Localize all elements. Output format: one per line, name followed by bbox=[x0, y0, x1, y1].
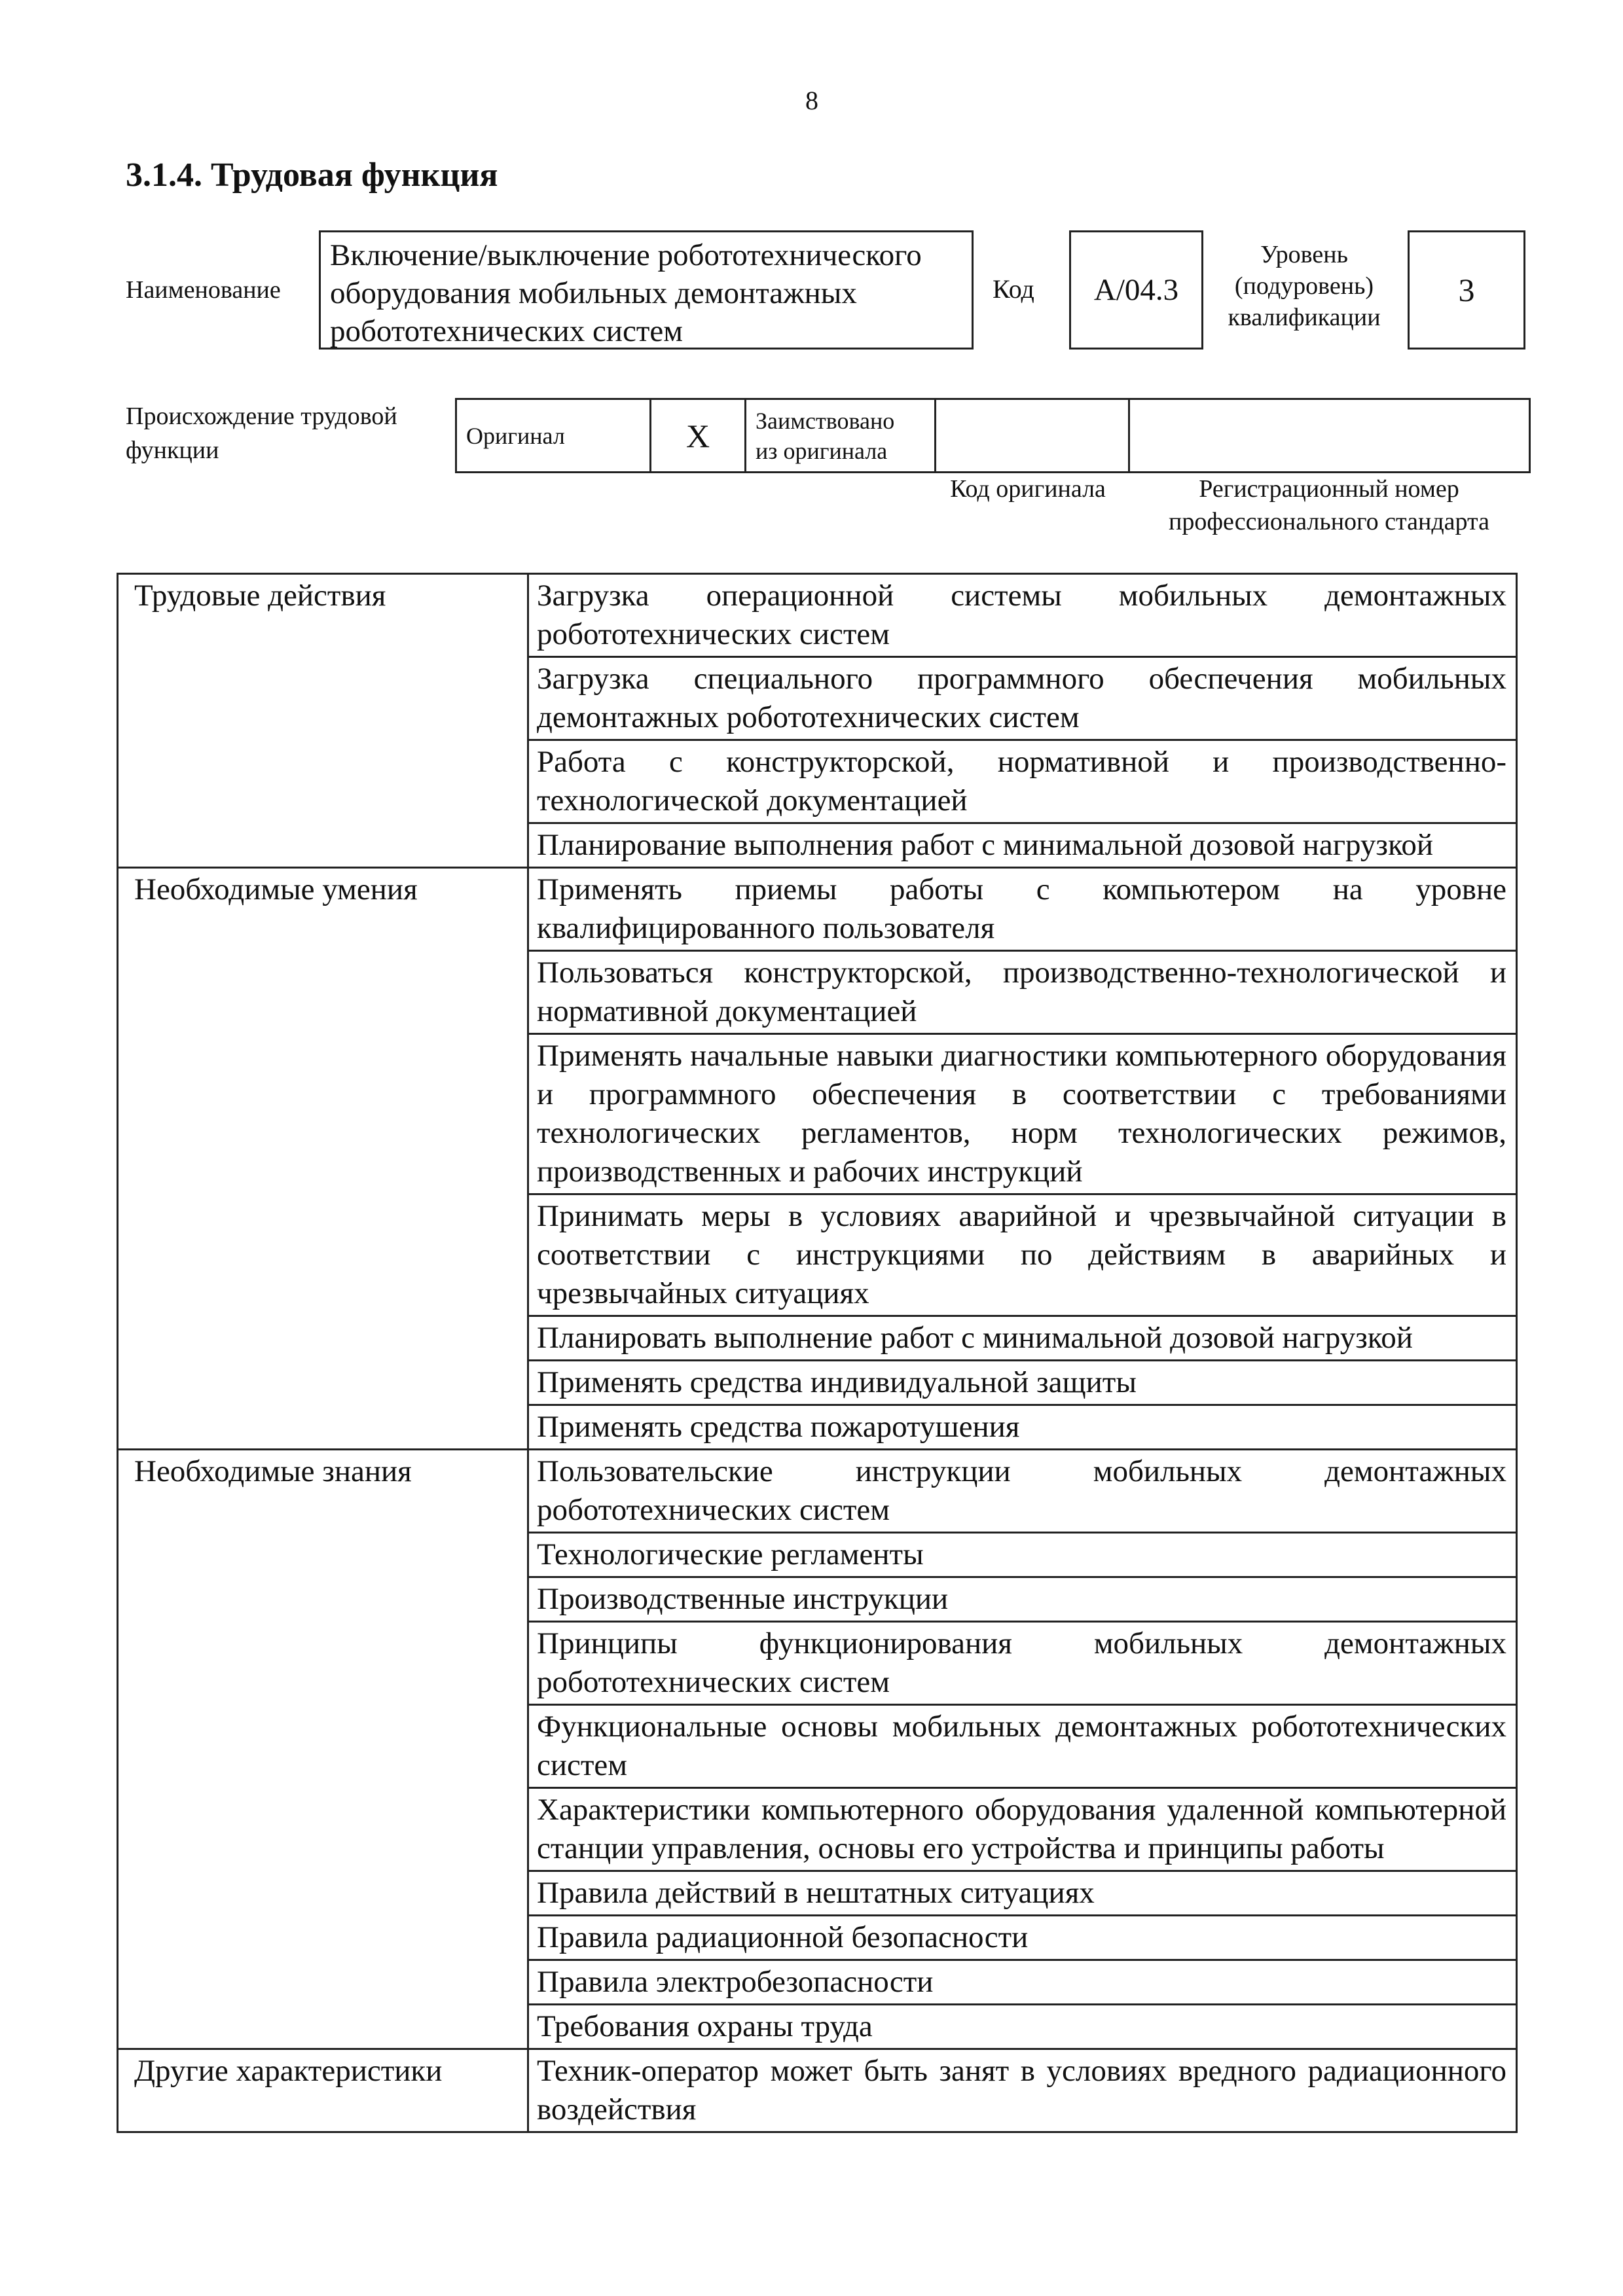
category-cell: Другие характеристики bbox=[118, 2049, 528, 2132]
code-original-caption: Код оригинала bbox=[950, 475, 1106, 503]
list-item: Загрузка специального программного обеспечения мобильных демонтажных робототехнических систем bbox=[528, 657, 1517, 740]
borrowed-label-line: Заимствовано bbox=[756, 407, 895, 434]
list-item: Принципы функционирования мобильных демонтажных робототехнических систем bbox=[528, 1622, 1517, 1705]
category-cell: Трудовые действия bbox=[118, 574, 528, 868]
list-item: Применять средства индивидуальной защиты bbox=[528, 1361, 1517, 1405]
registration-number-cell bbox=[1129, 399, 1530, 473]
original-mark-cell: X bbox=[651, 399, 746, 473]
list-item: Характеристики компьютерного оборудования удаленной компьютерной станции управления, основы его устройства и принципы работы bbox=[528, 1788, 1517, 1871]
list-item: Требования охраны труда bbox=[528, 2005, 1517, 2049]
list-item: Правила действий в нештатных ситуациях bbox=[528, 1871, 1517, 1916]
level-label-line: квалификации bbox=[1228, 304, 1381, 331]
list-item: Применять приемы работы с компьютером на уровне квалифицированного пользователя bbox=[528, 868, 1517, 951]
origin-label-line: Происхождение трудовой bbox=[126, 403, 397, 430]
function-name-box: Включение/выключение робототехнического оборудования мобильных демонтажных робототехнических систем bbox=[319, 230, 974, 350]
qualification-level-box: 3 bbox=[1408, 230, 1525, 350]
category-cell: Необходимые умения bbox=[118, 868, 528, 1450]
level-label-line: (подуровень) bbox=[1234, 272, 1374, 300]
list-item: Применять средства пожаротушения bbox=[528, 1405, 1517, 1450]
original-code-cell bbox=[936, 399, 1129, 473]
section-title: 3.1.4. Трудовая функция bbox=[126, 156, 498, 194]
list-item: Функциональные основы мобильных демонтажных робототехнических систем bbox=[528, 1705, 1517, 1788]
list-item: Пользоваться конструкторской, производственно-технологической и нормативной документацией bbox=[528, 951, 1517, 1034]
table-row bbox=[118, 574, 1517, 657]
page-number: 8 bbox=[805, 86, 818, 115]
list-item: Пользовательские инструкции мобильных демонтажных робототехнических систем bbox=[528, 1450, 1517, 1533]
origin-label bbox=[126, 399, 397, 467]
list-item: Загрузка операционной системы мобильных демонтажных робототехнических систем bbox=[528, 574, 1517, 657]
list-item: Работа с конструкторской, нормативной и производственно-технологической документацией bbox=[528, 740, 1517, 823]
reg-caption-line: Регистрационный номер bbox=[1199, 475, 1459, 503]
list-item: Производственные инструкции bbox=[528, 1577, 1517, 1622]
list-item: Правила электробезопасности bbox=[528, 1960, 1517, 2005]
reg-caption-line: профессионального стандарта bbox=[1169, 508, 1489, 535]
table-row bbox=[118, 2049, 1517, 2132]
table-row bbox=[118, 1450, 1517, 1533]
level-label-line: Уровень bbox=[1260, 241, 1348, 268]
registration-number-caption bbox=[1133, 473, 1525, 538]
list-item: Правила радиационной безопасности bbox=[528, 1916, 1517, 1960]
origin-label-line: функции bbox=[126, 437, 219, 464]
original-cell: Оригинал bbox=[456, 399, 651, 473]
list-item: Планирование выполнения работ с минимальной дозовой нагрузкой bbox=[528, 823, 1517, 868]
code-box: A/04.3 bbox=[1069, 230, 1203, 350]
code-label: Код bbox=[993, 274, 1034, 304]
list-item: Техник-оператор может быть занят в условиях вредного радиационного воздействия bbox=[528, 2049, 1517, 2132]
list-item: Технологические регламенты bbox=[528, 1533, 1517, 1577]
list-item: Планировать выполнение работ с минимальной дозовой нагрузкой bbox=[528, 1316, 1517, 1361]
list-item: Применять начальные навыки диагностики компьютерного оборудования и программного обеспечения в соответствии с требованиями технологических регламентов, норм технологических режимов, производственных и рабочих инструкций bbox=[528, 1034, 1517, 1194]
list-item: Принимать меры в условиях аварийной и чрезвычайной ситуации в соответствии с инструкциями по действиям в аварийных и чрезвычайных ситуациях bbox=[528, 1194, 1517, 1316]
origin-table bbox=[455, 398, 1531, 473]
name-label: Наименование bbox=[126, 276, 281, 304]
qualification-level-label bbox=[1213, 239, 1396, 333]
function-details-table bbox=[117, 573, 1518, 2133]
category-cell: Необходимые знания bbox=[118, 1450, 528, 2049]
borrowed-cell bbox=[746, 399, 936, 473]
table-row bbox=[118, 868, 1517, 951]
borrowed-label-line: из оригинала bbox=[756, 437, 888, 464]
